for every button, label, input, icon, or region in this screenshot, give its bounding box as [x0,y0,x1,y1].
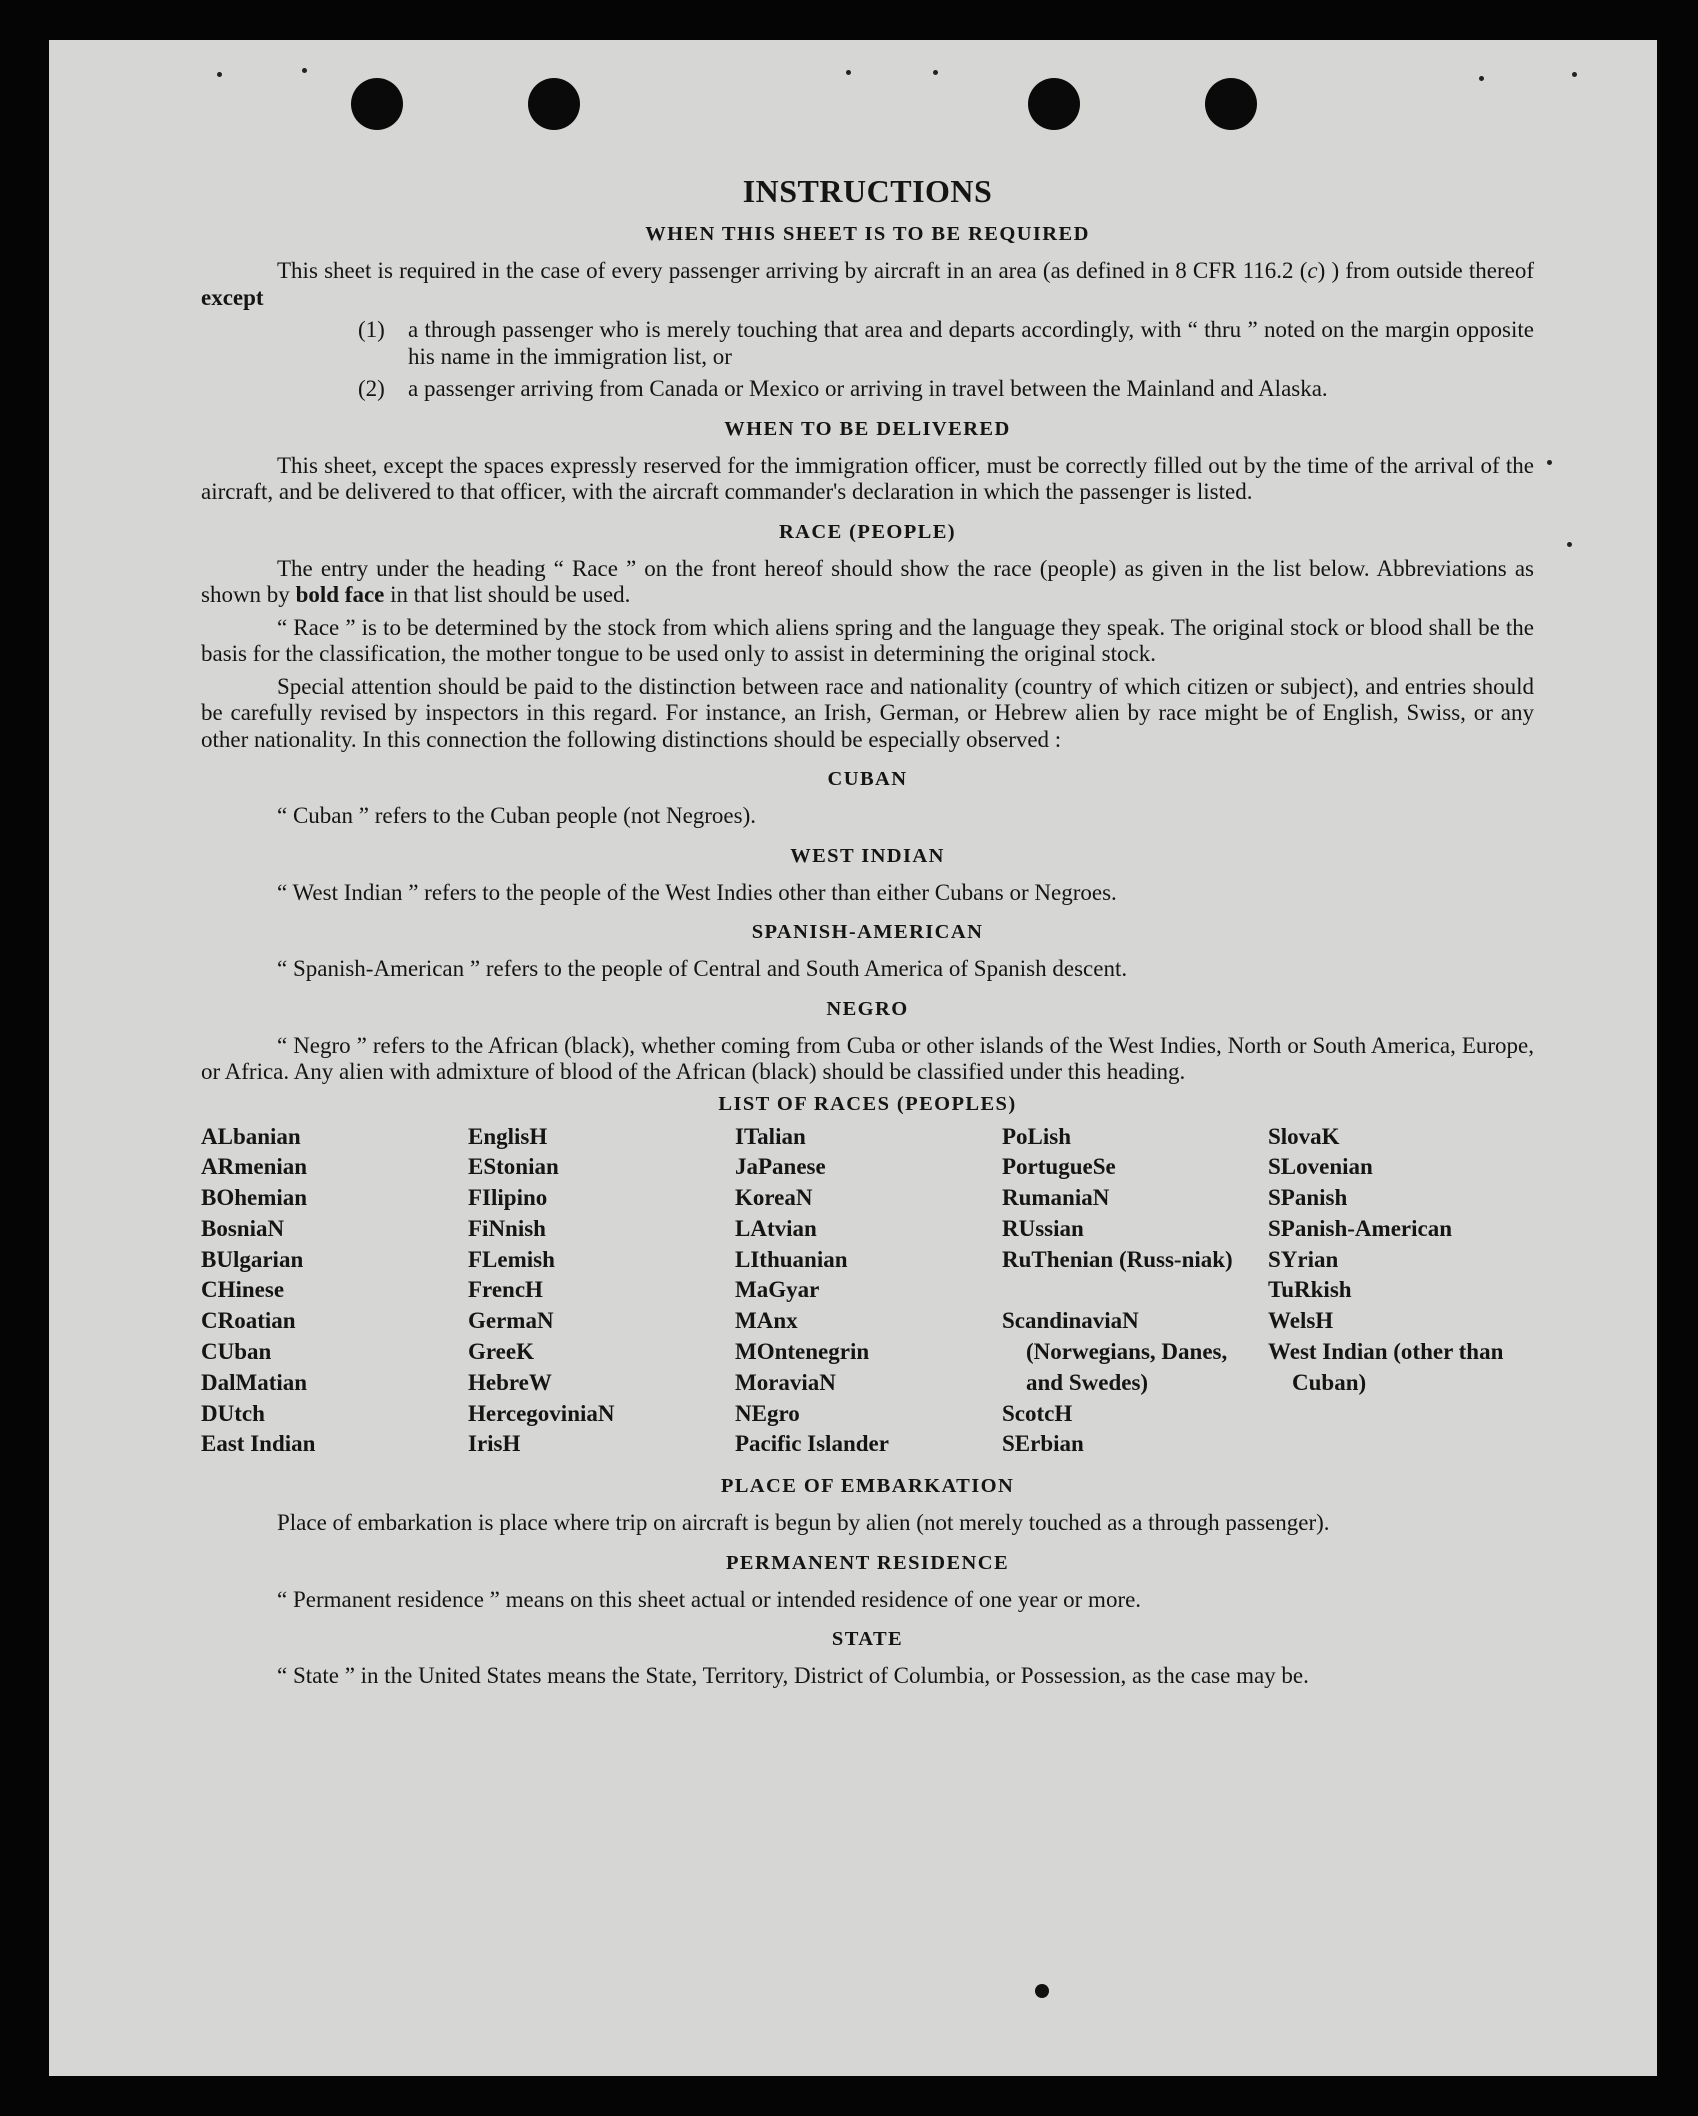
race-entry [1268,1399,1534,1430]
punch-hole [528,78,580,130]
race-entry: EStonian [468,1154,559,1180]
race-entry: MAnx [735,1308,798,1334]
speck [302,68,307,73]
cuban-text: “ Cuban ” refers to the Cuban people (not Negroes). [277,803,757,828]
race-entry: GermaN [468,1308,554,1334]
race-entry: FiNnish [468,1215,546,1241]
race-entry: RumaniaN [1002,1185,1110,1211]
race-entry: JaPanese [735,1154,826,1180]
heading-permanent-residence: PERMANENT RESIDENCE [725,1551,1010,1574]
race-entry: SYrian [1268,1246,1339,1272]
race-entry: DUtch [201,1400,265,1426]
exception-item-2: (2) a passenger arriving from Canada or Mexico or arriving in travel between the Mainland and Alaska. [358,376,1328,401]
race-paragraph-2: “ Race ” is to be determined by the stock from which aliens spring and the language they speak. The original stock or blood shall be the basis for the classification, the mother tongue to be used only to assist in determining the original stock. [201,614,1534,666]
speck [1547,460,1552,465]
heading-race: RACE (PEOPLE) [778,520,957,543]
race-entry: ARmenian [201,1154,308,1180]
race-entry: SPanish-American [1268,1215,1452,1241]
speck [217,72,222,77]
race-entry: MOntenegrin [735,1339,870,1365]
race-entry: ALbanian [201,1123,301,1149]
race-entry: SPanish [1268,1185,1348,1211]
punch-hole [1205,78,1257,130]
heading-when-required: WHEN THIS SHEET IS TO BE REQUIRED [645,223,1090,245]
embarkation-text: Place of embarkation is place where trip on aircraft is begun by alien (not merely touched as a through passenger). [277,1510,1330,1536]
speck [933,70,938,75]
race-entry: KoreaN [735,1185,813,1211]
when-required-intro: This sheet is required in the case of every passenger arriving by aircraft in an area (as defined in 8 CFR 116.2 (c) ) from outside thereof except [201,258,1535,310]
race-paragraph-3: Special attention should be paid to the distinction between race and nationality (country of which citizen or subject), and entries should be carefully revised by inspectors in this regard. For instance, an Irish, German, or Hebrew alien by race might be of English, Swiss, or any other nationality. In this connection the following distinctions should be especially observed : [201,673,1534,752]
race-entry: EnglisH [468,1123,548,1149]
heading-list-of-races: LIST OF RACES (PEOPLES) [718,1092,1017,1115]
heading-state: STATE [831,1628,904,1651]
race-entry: PoLish [1002,1123,1072,1149]
race-entry: SlovaK [1268,1123,1340,1149]
spanish-american-text: “ Spanish-American ” refers to the people of Central and South America of Spanish descent. [277,956,1128,981]
race-entry: GreeK [468,1339,534,1365]
race-entry: East Indian [201,1431,316,1457]
heading-embarkation: PLACE OF EMBARKATION [720,1475,1015,1498]
punch-hole [351,78,403,130]
race-entry: WelsH [1268,1308,1334,1334]
heading-spanish-american: SPANISH-AMERICAN [751,921,984,943]
race-entry: CHinese [201,1277,285,1303]
race-entry: SLovenian [1268,1154,1373,1180]
race-entry: BUlgarian [201,1246,304,1272]
race-entry: CUban [201,1339,272,1365]
race-entry: FLemish [468,1246,555,1272]
race-entry: RuThenian (Russ-niak) [1002,1246,1233,1272]
speck [846,70,851,75]
race-entry: ScotcH [1002,1400,1073,1426]
when-delivered-text: This sheet, except the spaces expressly reserved for the immigration officer, must be correctly filled out by the time of the arrival of the aircraft, and be delivered to that officer, with the aircraft commander's declaration in which the passenger is listed. [201,452,1534,504]
race-entry: BOhemian [201,1185,308,1211]
permanent-residence-text: “ Permanent residence ” means on this sheet actual or intended residence of one year or more. [277,1586,1142,1612]
race-entry: ScandinaviaN (Norwegians, Danes, and Swedes) [1002,1308,1228,1395]
speck [1567,542,1572,547]
race-entry: TuRkish [1268,1277,1352,1303]
race-entry: PortugueSe [1002,1154,1116,1180]
race-entry: RUssian [1002,1215,1084,1241]
race-entry: HercegoviniaN [468,1400,615,1426]
race-entry [1268,1429,1534,1460]
punch-hole [1028,78,1080,130]
race-entry: MaGyar [735,1277,820,1303]
heading-negro: NEGRO [826,997,909,1020]
heading-cuban: CUBAN [827,768,908,790]
race-entry: LIthuanian [735,1246,848,1272]
race-entry: West Indian (other than Cuban) [1268,1339,1504,1395]
race-entry: ITalian [735,1123,806,1149]
ink-dot [1035,1984,1049,1998]
race-entry: FrencH [468,1277,543,1303]
race-paragraph-1: The entry under the heading “ Race ” on the front hereof should show the race (people) as given in the list below. Abbreviations as shown by bold face in that list should be used. [201,555,1534,607]
race-entry: MoraviaN [735,1369,836,1395]
race-entry: Pacific Islander [735,1431,889,1457]
race-entry: BosniaN [201,1215,285,1241]
race-entry: CRoatian [201,1308,296,1334]
instructions-body [201,174,1534,1696]
negro-text: “ Negro ” refers to the African (black), whether coming from Cuba or other islands of the West Indies, North or South America, Europe, or Africa. Any alien with admixture of blood of the African (black) should be classified under this heading. [201,1032,1534,1084]
race-entry: FIlipino [468,1185,548,1211]
state-text: “ State ” in the United States means the State, Territory, District of Columbia, or Possession, as the case may be. [277,1663,1309,1689]
race-entry: DalMatian [201,1369,308,1395]
document-page [49,40,1657,2076]
race-entry: IrisH [468,1431,521,1457]
speck [1572,72,1577,77]
race-entry: SErbian [1002,1431,1084,1457]
races-grid [201,1122,1534,1461]
speck [1479,76,1484,81]
exception-item-1: (1) a through passenger who is merely touching that area and departs accordingly, with “ thru ” noted on the margin opposite his name in the immigration list, or [358,317,1534,369]
west-indian-text: “ West Indian ” refers to the people of the West Indies other than either Cubans or Negroes. [277,879,1117,905]
page-title: INSTRUCTIONS [742,173,993,209]
heading-when-delivered: WHEN TO BE DELIVERED [724,417,1011,440]
race-entry: HebreW [468,1369,552,1395]
heading-west-indian: WEST INDIAN [790,844,945,867]
race-entry: LAtvian [735,1215,817,1241]
race-entry: NEgro [735,1400,800,1426]
